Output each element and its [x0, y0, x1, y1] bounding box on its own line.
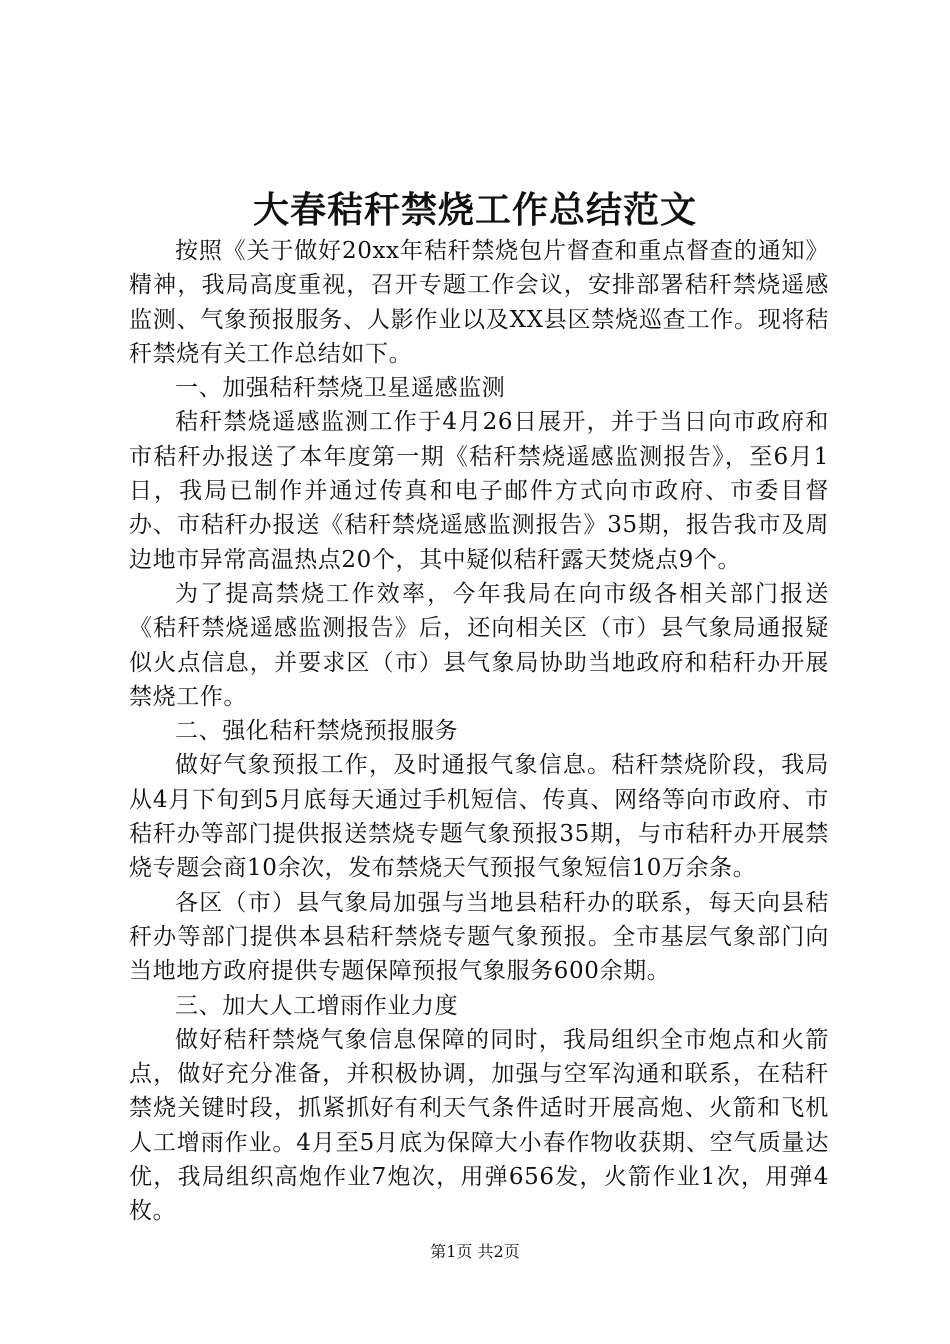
paragraph-remote-sensing: 秸秆禁烧遥感监测工作于4月26日展开，并于当日向市政府和市秸秆办报送了本年度第一期《秸秆禁烧遥感监测报告》，至6月1日，我局已制作并通过传真和电子邮件方式向市政府、市委目督办、市秸秆办报送《秸秆禁烧遥感监测报告》35期，报告我市及周边地市异常高温热点20个，其中疑似秸秆露天焚烧点9个。: [129, 409, 829, 573]
document-body: [129, 234, 829, 1229]
page-footer: 第1页 共2页: [430, 1242, 520, 1261]
section-heading-1: 一、加强秸秆禁烧卫星遥感监测: [175, 375, 506, 402]
paragraph-forecast: 做好气象预报工作，及时通报气象信息。秸秆禁烧阶段，我局从4月下旬到5月底每天通过手机短信、传真、网络等向市政府、市秸秆办等部门提供报送禁烧专题气象预报35期，与市秸秆办开展禁烧专题会商10余次，发布禁烧天气预报气象短信10万余条。: [129, 752, 829, 882]
paragraph-intro: 按照《关于做好20xx年秸秆禁烧包片督查和重点督查的通知》精神，我局高度重视，召开专题工作会议，安排部署秸秆禁烧遥感监测、气象预报服务、人影作业以及XX县区禁烧巡查工作。现将秸秆禁烧有关工作总结如下。: [129, 238, 829, 367]
paragraph-efficiency: 为了提高禁烧工作效率，今年我局在向市级各相关部门报送《秸秆禁烧遥感监测报告》后，还向相关区（市）县气象局通报疑似火点信息，并要求区（市）县气象局协助当地政府和秸秆办开展禁烧工作。: [129, 580, 829, 710]
section-heading-2: 二、强化秸秆禁烧预报服务: [175, 718, 459, 745]
paragraph-rain-enhancement: 做好秸秆禁烧气象信息保障的同时，我局组织全市炮点和火箭点，做好充分准备，并积极协调，加强与空军沟通和联系，在秸秆禁烧关键时段，抓紧抓好有利天气条件适时开展高炮、火箭和飞机人工增雨作业。4月至5月底为保障大小春作物收获期、空气质量达优，我局组织高炮作业7炮次，用弹656发，火箭作业1次，用弹4枚。: [129, 1026, 829, 1225]
paragraph-county-bureaus: 各区（市）县气象局加强与当地县秸秆办的联系，每天向县秸秆办等部门提供本县秸秆禁烧专题气象预报。全市基层气象部门向当地地方政府提供专题保障预报气象服务600余期。: [129, 889, 829, 985]
document-title: 大春秸秆禁烧工作总结范文: [252, 189, 697, 231]
section-heading-3: 三、加大人工增雨作业力度: [175, 992, 459, 1019]
